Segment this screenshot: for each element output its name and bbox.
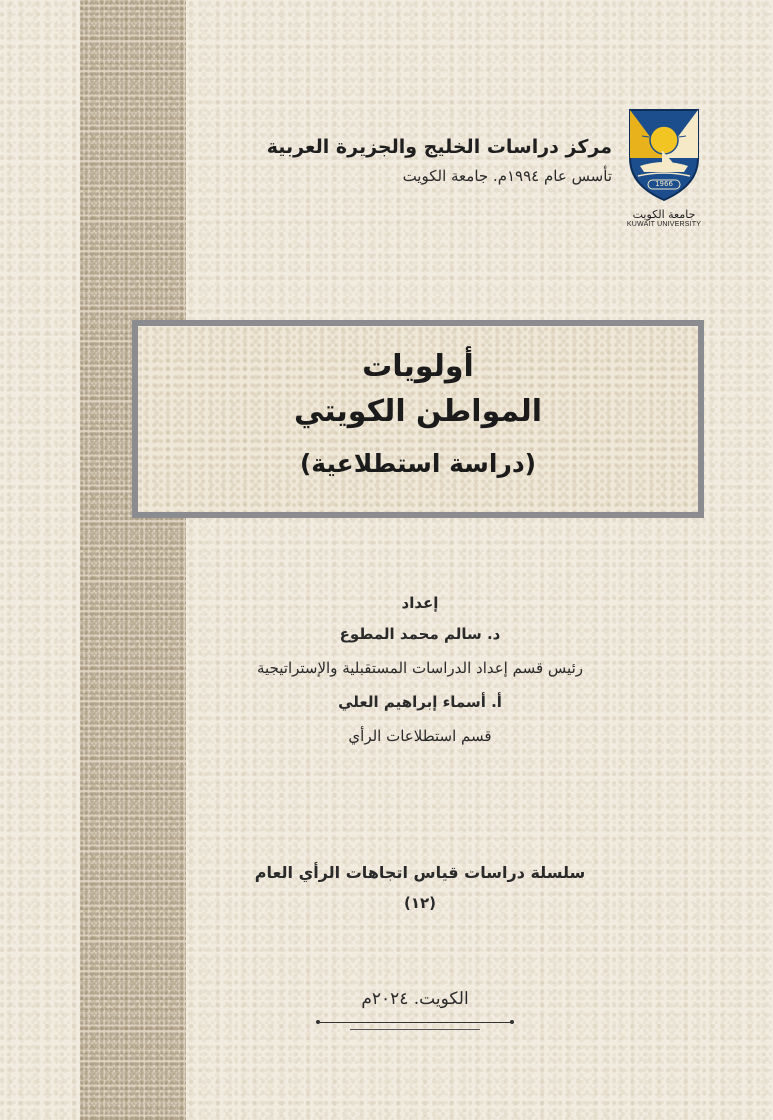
series-block xyxy=(220,858,620,918)
title-line-1: أولويات xyxy=(362,349,474,384)
prepared-by-label: إعداد xyxy=(401,594,439,612)
logo-caption-arabic: جامعة الكويت xyxy=(632,208,696,221)
divider-dot-right xyxy=(510,1020,514,1024)
place-and-date: الكويت. ٢٠٢٤م xyxy=(361,989,469,1009)
author-2-name: أ. أسماء إبراهيم العلي xyxy=(338,693,502,711)
title-line-2: المواطن الكويتي xyxy=(293,394,543,429)
divider-dot-left xyxy=(316,1020,320,1024)
title-line-3: (دراسة استطلاعية) xyxy=(299,449,537,478)
authors-block xyxy=(200,590,640,752)
title-frame xyxy=(132,320,704,518)
series-number: (١٢) xyxy=(403,894,437,912)
decorative-stripe xyxy=(80,0,186,1120)
footer-divider xyxy=(318,1022,512,1023)
footer xyxy=(318,984,512,1030)
logo-year: 1966 xyxy=(655,180,673,188)
footer-divider-secondary xyxy=(350,1029,480,1030)
series-title: سلسلة دراسات قياس اتجاهات الرأي العام xyxy=(254,863,586,882)
header xyxy=(240,132,612,190)
logo-caption-english: KUWAIT UNIVERSITY xyxy=(626,221,702,228)
org-subtitle: تأسس عام ١٩٩٤م. جامعة الكويت xyxy=(402,167,612,185)
kuwait-university-logo xyxy=(614,106,714,236)
author-1-role: رئيس قسم إعداد الدراسات المستقبلية والإستراتيجية xyxy=(257,659,583,677)
author-1-name: د. سالم محمد المطوع xyxy=(339,625,501,643)
author-2-role: قسم استطلاعات الرأي xyxy=(348,727,492,745)
org-name: مركز دراسات الخليج والجزيرة العربية xyxy=(266,136,612,158)
